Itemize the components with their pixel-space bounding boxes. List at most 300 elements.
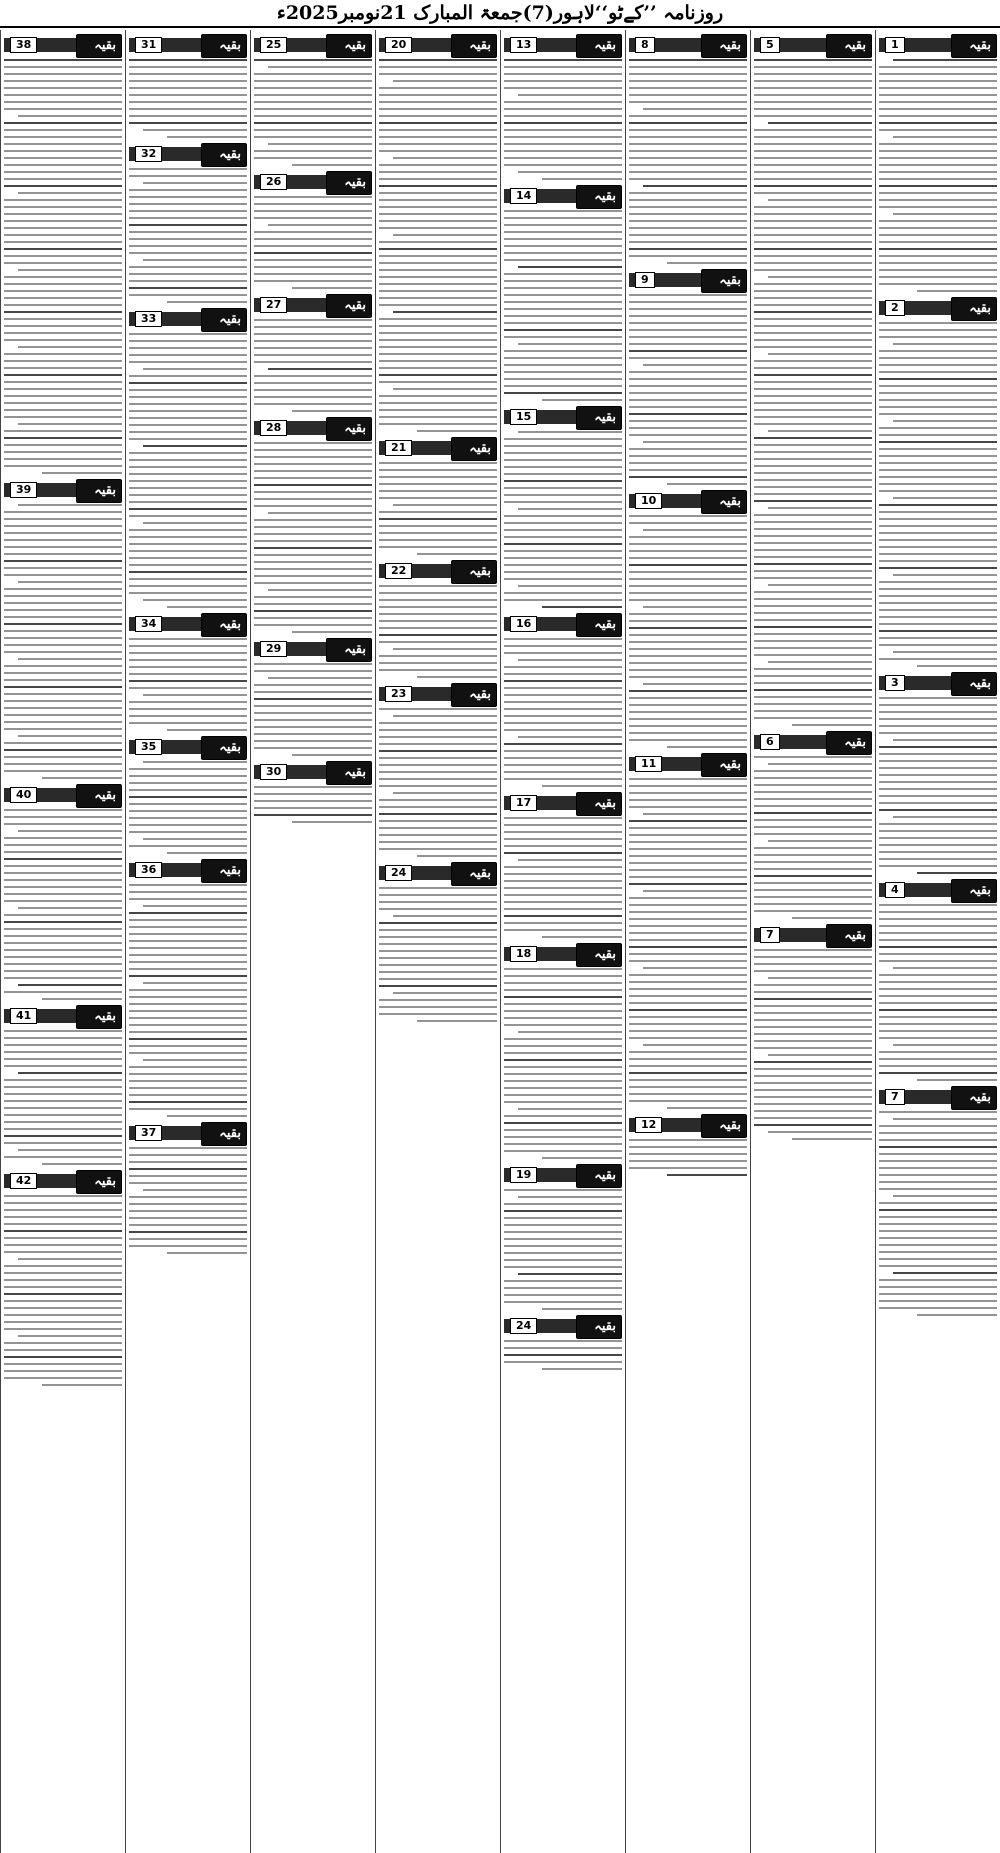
text-line xyxy=(754,514,872,516)
text-line xyxy=(879,206,997,208)
text-line xyxy=(518,171,622,173)
text-line xyxy=(4,595,122,597)
text-line xyxy=(504,1045,622,1047)
text-line xyxy=(254,740,372,742)
text-line xyxy=(754,213,872,215)
text-line xyxy=(754,164,872,166)
text-line xyxy=(629,1065,747,1067)
continuation-label: بقیہ xyxy=(594,188,616,204)
text-line xyxy=(754,963,872,965)
continuation-header xyxy=(629,269,747,291)
text-line xyxy=(129,722,247,724)
text-line xyxy=(129,933,247,935)
text-line xyxy=(629,862,747,864)
text-line xyxy=(129,578,247,580)
text-line xyxy=(542,178,622,180)
continuation-label: بقیہ xyxy=(594,1318,616,1334)
continuation-label: بقیہ xyxy=(219,311,241,327)
text-line xyxy=(754,654,872,656)
text-line xyxy=(629,1051,747,1053)
text-line xyxy=(254,463,372,465)
text-line xyxy=(504,1347,622,1349)
text-line xyxy=(129,845,247,847)
text-line xyxy=(379,94,497,96)
text-line xyxy=(504,1354,622,1356)
text-line xyxy=(143,905,247,907)
text-line xyxy=(379,360,497,362)
text-line xyxy=(129,1175,247,1177)
text-line xyxy=(129,1168,247,1170)
text-line xyxy=(879,1286,997,1288)
continuation-label: بقیہ xyxy=(719,756,741,772)
text-line xyxy=(129,501,247,503)
text-line xyxy=(4,388,122,390)
text-line xyxy=(254,456,372,458)
text-line xyxy=(754,861,872,863)
text-line xyxy=(879,185,997,187)
text-line xyxy=(129,680,247,682)
text-line xyxy=(129,245,247,247)
text-line xyxy=(129,673,247,675)
text-line xyxy=(504,1143,622,1145)
text-line xyxy=(379,178,497,180)
text-line xyxy=(754,479,872,481)
text-line xyxy=(643,890,747,892)
text-line xyxy=(754,388,872,390)
text-line xyxy=(4,742,122,744)
text-line xyxy=(754,423,872,425)
text-line xyxy=(504,975,622,977)
text-line xyxy=(504,322,622,324)
continuation-number: 9 xyxy=(635,272,655,288)
text-line xyxy=(4,728,122,730)
text-line xyxy=(379,136,497,138)
text-line xyxy=(879,262,997,264)
text-line xyxy=(254,800,372,802)
text-line xyxy=(4,1342,122,1344)
text-line xyxy=(754,1096,872,1098)
text-line xyxy=(879,171,997,173)
article-text-block xyxy=(879,59,997,292)
text-line xyxy=(379,276,497,278)
text-line xyxy=(504,880,622,882)
text-line xyxy=(4,574,122,576)
text-line xyxy=(754,325,872,327)
masthead-title: روزنامہ ’’کےٹو‘‘لاہور(7)جمعۃ المبارک 21نومبر2025ء xyxy=(276,2,724,24)
text-line xyxy=(629,59,747,61)
text-line xyxy=(4,623,122,625)
text-line xyxy=(754,220,872,222)
continuation-number: 31 xyxy=(135,37,162,53)
text-line xyxy=(504,1189,622,1191)
text-line xyxy=(379,490,497,492)
continuation-header xyxy=(504,792,622,814)
text-line xyxy=(754,1082,872,1084)
text-line xyxy=(629,1058,747,1060)
text-line xyxy=(4,66,122,68)
text-line xyxy=(4,693,122,695)
text-line xyxy=(4,553,122,555)
text-line xyxy=(379,416,497,418)
text-line xyxy=(167,1115,247,1117)
text-line xyxy=(893,967,997,969)
text-line xyxy=(879,448,997,450)
continuation-number: 40 xyxy=(10,787,37,803)
text-line xyxy=(754,668,872,670)
text-line xyxy=(268,66,372,68)
continuation-number: 24 xyxy=(385,865,412,881)
article-text-block xyxy=(129,168,247,303)
text-line xyxy=(4,409,122,411)
text-line xyxy=(379,592,497,594)
text-line xyxy=(754,903,872,905)
text-line xyxy=(4,858,122,860)
text-line xyxy=(879,560,997,562)
text-line xyxy=(879,234,997,236)
text-line xyxy=(129,1066,247,1068)
text-line xyxy=(754,66,872,68)
text-line xyxy=(129,396,247,398)
text-line xyxy=(254,705,372,707)
text-line xyxy=(4,94,122,96)
text-line xyxy=(379,283,497,285)
text-line xyxy=(504,371,622,373)
article-text-block xyxy=(254,196,372,289)
text-line xyxy=(754,171,872,173)
text-line xyxy=(292,631,372,633)
text-line xyxy=(504,350,622,352)
text-line xyxy=(504,1122,622,1124)
text-line xyxy=(129,1147,247,1149)
continuation-label: بقیہ xyxy=(469,865,491,881)
text-line xyxy=(254,498,372,500)
text-line xyxy=(4,444,122,446)
text-line xyxy=(629,1002,747,1004)
text-line xyxy=(4,437,122,439)
text-line xyxy=(129,715,247,717)
masthead xyxy=(0,0,1000,28)
text-line xyxy=(167,729,247,731)
text-line xyxy=(879,1237,997,1239)
text-line xyxy=(504,817,622,819)
text-line xyxy=(504,494,622,496)
text-line xyxy=(629,592,747,594)
text-line xyxy=(129,1101,247,1103)
continuation-header xyxy=(504,943,622,965)
continuation-header xyxy=(379,862,497,884)
text-line xyxy=(254,136,372,138)
text-line xyxy=(379,497,497,499)
text-line xyxy=(754,1124,872,1126)
continuation-header xyxy=(4,1005,122,1027)
text-line xyxy=(4,518,122,520)
text-line xyxy=(754,59,872,61)
text-line xyxy=(629,129,747,131)
text-line xyxy=(629,718,747,720)
text-line xyxy=(254,505,372,507)
text-line xyxy=(4,1272,122,1274)
text-line xyxy=(129,382,247,384)
text-line xyxy=(129,701,247,703)
continuation-label: بقیہ xyxy=(94,1008,116,1024)
text-line xyxy=(879,255,997,257)
article-text-block xyxy=(504,431,622,608)
text-line xyxy=(768,763,872,765)
text-line xyxy=(629,946,747,948)
continuation-header xyxy=(754,34,872,56)
text-line xyxy=(754,549,872,551)
text-line xyxy=(504,515,622,517)
text-line xyxy=(18,1335,122,1337)
text-line xyxy=(504,1101,622,1103)
continuation-header xyxy=(754,924,872,946)
text-line xyxy=(893,1272,997,1274)
text-line xyxy=(4,332,122,334)
text-line xyxy=(643,529,747,531)
text-line xyxy=(879,788,997,790)
text-line xyxy=(643,1044,747,1046)
text-line xyxy=(629,599,747,601)
continuation-header xyxy=(4,34,122,56)
continuation-number: 30 xyxy=(260,764,287,780)
text-line xyxy=(4,1209,122,1211)
text-line xyxy=(629,241,747,243)
text-line xyxy=(879,406,997,408)
text-line xyxy=(379,627,497,629)
text-line xyxy=(629,739,747,741)
text-line xyxy=(4,171,122,173)
text-line xyxy=(754,910,872,912)
text-line xyxy=(379,620,497,622)
text-line xyxy=(504,1094,622,1096)
text-line xyxy=(754,1026,872,1028)
text-line xyxy=(379,943,497,945)
text-line xyxy=(504,908,622,910)
text-line xyxy=(754,819,872,821)
text-line xyxy=(754,710,872,712)
text-line xyxy=(379,290,497,292)
continuation-header xyxy=(129,859,247,881)
text-line xyxy=(379,887,497,889)
text-line xyxy=(629,855,747,857)
text-line xyxy=(893,739,997,741)
text-line xyxy=(629,315,747,317)
text-line xyxy=(754,812,872,814)
text-line xyxy=(4,101,122,103)
article-text-block xyxy=(379,887,497,1022)
text-line xyxy=(879,220,997,222)
continuation-header xyxy=(129,34,247,56)
text-line xyxy=(504,757,622,759)
article-text-block xyxy=(879,1111,997,1316)
text-line xyxy=(629,841,747,843)
news-column xyxy=(875,30,1000,1853)
text-line xyxy=(879,697,997,699)
text-line xyxy=(629,939,747,941)
text-line xyxy=(629,515,747,517)
text-line xyxy=(754,833,872,835)
text-line xyxy=(879,1265,997,1267)
text-line xyxy=(754,80,872,82)
continuation-number: 26 xyxy=(260,174,287,190)
continuation-label: بقیہ xyxy=(844,927,866,943)
text-line xyxy=(879,704,997,706)
text-line xyxy=(879,1146,997,1148)
text-line xyxy=(879,1244,997,1246)
text-line xyxy=(754,178,872,180)
article-text-block xyxy=(629,1139,747,1176)
text-line xyxy=(754,535,872,537)
text-line xyxy=(129,1238,247,1240)
text-line xyxy=(379,511,497,513)
text-line xyxy=(393,504,497,506)
text-line xyxy=(504,529,622,531)
text-line xyxy=(754,847,872,849)
text-line xyxy=(4,304,122,306)
continuation-label: بقیہ xyxy=(594,616,616,632)
text-line xyxy=(379,785,497,787)
text-line xyxy=(879,939,997,941)
text-line xyxy=(879,1037,997,1039)
text-line xyxy=(129,266,247,268)
text-line xyxy=(4,749,122,751)
text-line xyxy=(129,459,247,461)
text-line xyxy=(254,382,372,384)
text-line xyxy=(754,409,872,411)
text-line xyxy=(4,248,122,250)
text-line xyxy=(254,273,372,275)
text-line xyxy=(4,1377,122,1379)
text-line xyxy=(504,1280,622,1282)
continuation-number: 35 xyxy=(135,739,162,755)
text-line xyxy=(879,108,997,110)
text-line xyxy=(518,1196,622,1198)
text-line xyxy=(254,231,372,233)
text-line xyxy=(879,427,997,429)
continuation-number: 42 xyxy=(10,1173,37,1189)
text-line xyxy=(129,101,247,103)
text-line xyxy=(879,1016,997,1018)
text-line xyxy=(754,970,872,972)
text-line xyxy=(879,1223,997,1225)
text-line xyxy=(893,1044,997,1046)
text-line xyxy=(254,326,372,328)
text-line xyxy=(879,80,997,82)
article-text-block xyxy=(754,949,872,1140)
text-line xyxy=(879,553,997,555)
text-line xyxy=(542,1157,622,1159)
text-line xyxy=(879,1279,997,1281)
text-line xyxy=(4,1195,122,1197)
article-text-block xyxy=(879,322,997,667)
text-line xyxy=(4,872,122,874)
text-line xyxy=(879,276,997,278)
text-line xyxy=(504,287,622,289)
text-line xyxy=(4,451,122,453)
continuation-number: 8 xyxy=(635,37,655,53)
text-line xyxy=(629,904,747,906)
text-line xyxy=(629,357,747,359)
text-line xyxy=(504,852,622,854)
text-line xyxy=(879,1216,997,1218)
text-line xyxy=(504,743,622,745)
text-line xyxy=(504,536,622,538)
text-line xyxy=(879,616,997,618)
text-line xyxy=(879,336,997,338)
text-line xyxy=(167,1252,247,1254)
text-line xyxy=(768,199,872,201)
text-line xyxy=(417,1020,497,1022)
text-line xyxy=(754,290,872,292)
text-line xyxy=(504,715,622,717)
text-line xyxy=(754,346,872,348)
text-line xyxy=(643,967,747,969)
text-line xyxy=(129,1231,247,1233)
text-line xyxy=(4,1314,122,1316)
text-line xyxy=(4,1363,122,1365)
text-line xyxy=(518,736,622,738)
continuation-label: بقیہ xyxy=(719,1117,741,1133)
text-line xyxy=(504,982,622,984)
text-line xyxy=(879,932,997,934)
text-line xyxy=(754,402,872,404)
text-line xyxy=(629,778,747,780)
text-line xyxy=(504,392,622,394)
continuation-label: بقیہ xyxy=(469,440,491,456)
text-line xyxy=(379,402,497,404)
text-line xyxy=(754,157,872,159)
text-line xyxy=(504,136,622,138)
text-line xyxy=(254,568,372,570)
text-line xyxy=(4,1051,122,1053)
text-line xyxy=(379,978,497,980)
continuation-label: بقیہ xyxy=(969,300,991,316)
text-line xyxy=(254,793,372,795)
text-line xyxy=(754,882,872,884)
text-line xyxy=(629,343,747,345)
text-line xyxy=(4,756,122,758)
continuation-number: 38 xyxy=(10,37,37,53)
text-line xyxy=(504,1024,622,1026)
text-line xyxy=(893,651,997,653)
text-line xyxy=(629,213,747,215)
text-line xyxy=(629,1030,747,1032)
text-line xyxy=(754,1110,872,1112)
text-line xyxy=(18,1258,122,1260)
text-line xyxy=(504,666,622,668)
text-line xyxy=(379,367,497,369)
text-line xyxy=(629,1023,747,1025)
text-line xyxy=(504,480,622,482)
text-line xyxy=(129,196,247,198)
text-line xyxy=(754,437,872,439)
text-line xyxy=(379,757,497,759)
text-line xyxy=(754,784,872,786)
text-line xyxy=(254,519,372,521)
text-line xyxy=(504,750,622,752)
text-line xyxy=(254,561,372,563)
text-line xyxy=(4,311,122,313)
text-line xyxy=(504,1066,622,1068)
text-line xyxy=(4,1202,122,1204)
text-line xyxy=(629,420,747,422)
text-line xyxy=(379,922,497,924)
text-line xyxy=(504,1150,622,1152)
text-line xyxy=(629,704,747,706)
text-line xyxy=(4,770,122,772)
text-line xyxy=(879,823,997,825)
text-line xyxy=(129,1087,247,1089)
